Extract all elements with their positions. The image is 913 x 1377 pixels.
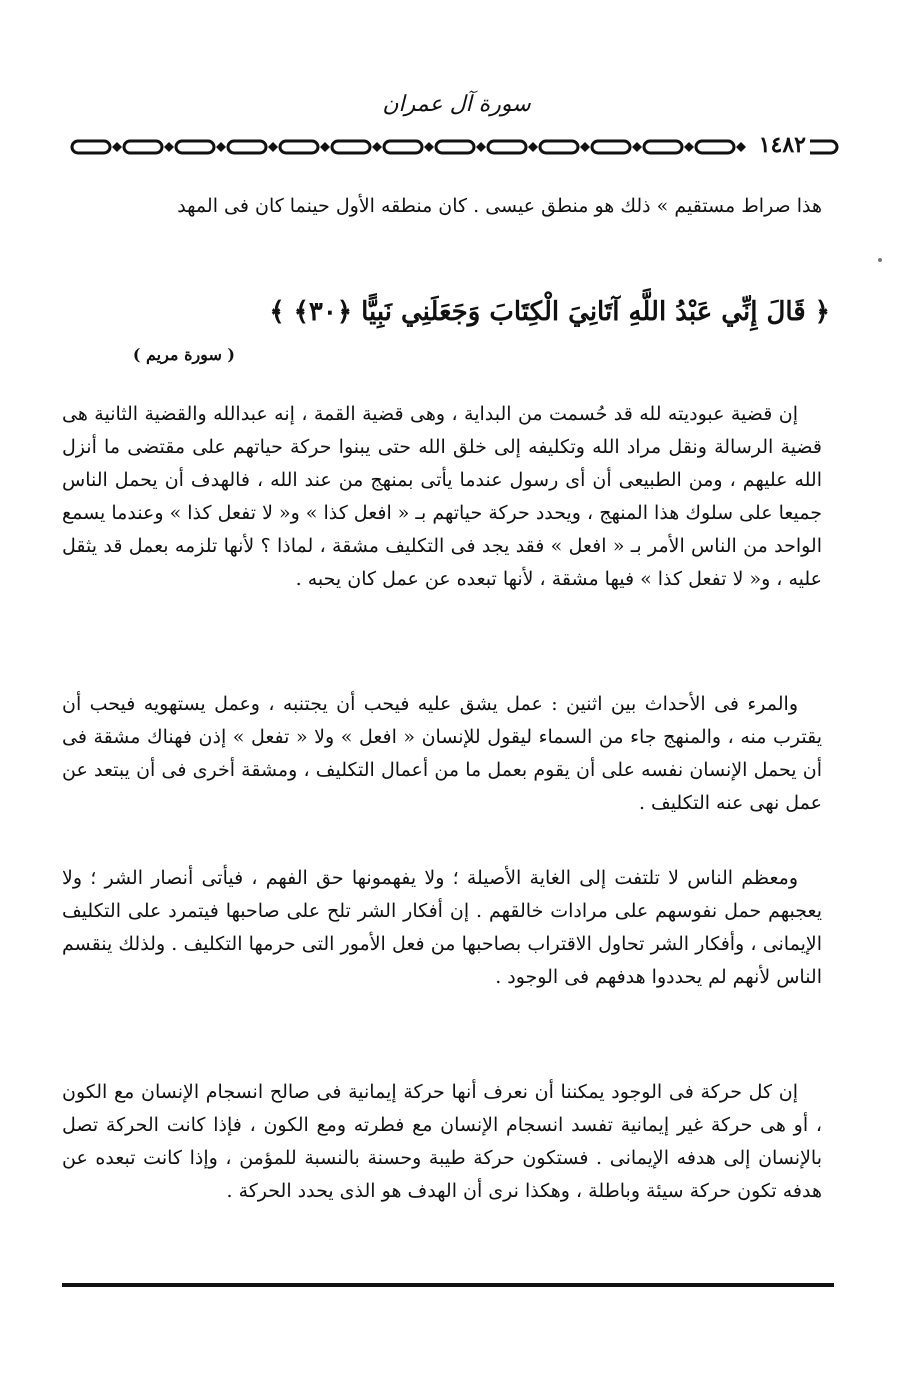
chain-diamond	[476, 142, 486, 152]
paragraph-2: والمرء فى الأحداث بين اثنين : عمل يشق عليه فيحب أن يجتنبه ، وعمل يستهويه فيحب أن يقترب منه ، والمنهج جاء من السماء ليقول للإنسان « افعل » ولا « تفعل » إذن فهناك مشقة فى أن يحمل الإنسان نفسه على أن يقوم بعمل ما من أعمال التكليف ، ومشقة أخرى فى أن يبتعد عن عمل نهى عنه التكليف .	[62, 693, 822, 814]
chain-diamond	[372, 142, 382, 152]
paragraph-4: إن كل حركة فى الوجود يمكننا أن نعرف أنها حركة إيمانية فى صالح انسجام الإنسان مع الكون ، أو هى حركة غير إيمانية تفسد انسجام الإنسان مع فطرته ومع الكون ، فإذا كانت الحركة تصل بالإنسان إلى هدفه الإيمانى . فستكون حركة طيبة وحسنة بالنسبة للمؤمن ، وإذا كانت تبعده عن هدفه تكون حركة سيئة وباطلة ، وهكذا نرى أن الهدف هو الذى يحدد الحركة .	[62, 1081, 822, 1202]
chain-link	[228, 141, 266, 153]
chain-diamond	[216, 142, 226, 152]
verse-source: ( سورة مريم )	[132, 345, 235, 364]
paragraph-3: ومعظم الناس لا تلتفت إلى الغاية الأصيلة ؛ ولا يفهمونها حق الفهم ، فيأتى أنصار الشر ؛ ولا يعجبهم حمل نفوسهم على مرادات خالقهم . إن أفكار الشر تلح على صاحبها فيتمرد على التكليف الإيمانى ، وأفكار الشر تحاول الاقتراب بصاحبها من فعل الأمور التى حرمها التكليف . ولذلك ينقسم الناس لأنهم لم يحددوا هدفهم فى الوجود .	[62, 867, 822, 988]
chain-diamond	[684, 142, 694, 152]
chain-link	[176, 141, 214, 153]
chain-diamond	[424, 142, 434, 152]
chain-diamond	[164, 142, 174, 152]
chain-diamond	[632, 142, 642, 152]
intro-line: هذا صراط مستقيم » ذلك هو منطق عيسى . كان منطقه الأول حينما كان فى المهد	[177, 195, 822, 217]
chain-link	[644, 141, 682, 153]
page-number: ١٤٨٢	[755, 132, 810, 158]
chain-link	[384, 141, 422, 153]
chain-diamond	[112, 142, 122, 152]
chain-link	[332, 141, 370, 153]
header-ornament-band	[70, 134, 840, 160]
chain-link	[72, 141, 110, 153]
chain-diamond	[580, 142, 590, 152]
chain-link	[592, 141, 630, 153]
chain-link	[124, 141, 162, 153]
chain-ornament	[70, 134, 840, 160]
chain-link	[280, 141, 318, 153]
chain-diamond	[320, 142, 330, 152]
margin-mark	[878, 258, 882, 262]
footer-rule	[62, 1283, 834, 1287]
chain-diamond	[736, 142, 746, 152]
chain-link	[488, 141, 526, 153]
paragraph-1: إن قضية عبوديته لله قد حُسمت من البداية ، وهى قضية القمة ، إنه عبدالله والقضية الثانية هى قضية الرسالة ونقل مراد الله وتكليفه إلى خلق الله حتى يبنوا حركة حياتهم على مقتضى ما أنزل الله عليهم ، ومن الطبيعى أن أى رسول عندما يأتى بمنهج من عند الله ، فالهدف أن يحمل الناس جميعا على سلوك هذا المنهج ، ويحدد حركة حياتهم بـ « افعل كذا » و« لا تفعل كذا » وعندما يسمع الواحد من الناس الأمر بـ « افعل » فقد يجد فى التكليف مشقة ، لماذا ؟ لأنها تلزمه بعمل قد يثقل عليه ، و« لا تفعل كذا » فيها مشقة ، لأنها تبعده عن عمل كان يحبه .	[62, 403, 822, 590]
sura-title: سورة آل عمران	[382, 92, 531, 117]
chain-link	[540, 141, 578, 153]
quran-verse: ﴿ قَالَ إِنِّي عَبْدُ اللَّهِ آتَانِيَ الْكِتَابَ وَجَعَلَنِي نَبِيًّا ﴿٣٠﴾ ﴾	[269, 297, 830, 327]
chain-link	[696, 141, 734, 153]
chain-diamond	[268, 142, 278, 152]
chain-diamond	[528, 142, 538, 152]
chain-link	[436, 141, 474, 153]
